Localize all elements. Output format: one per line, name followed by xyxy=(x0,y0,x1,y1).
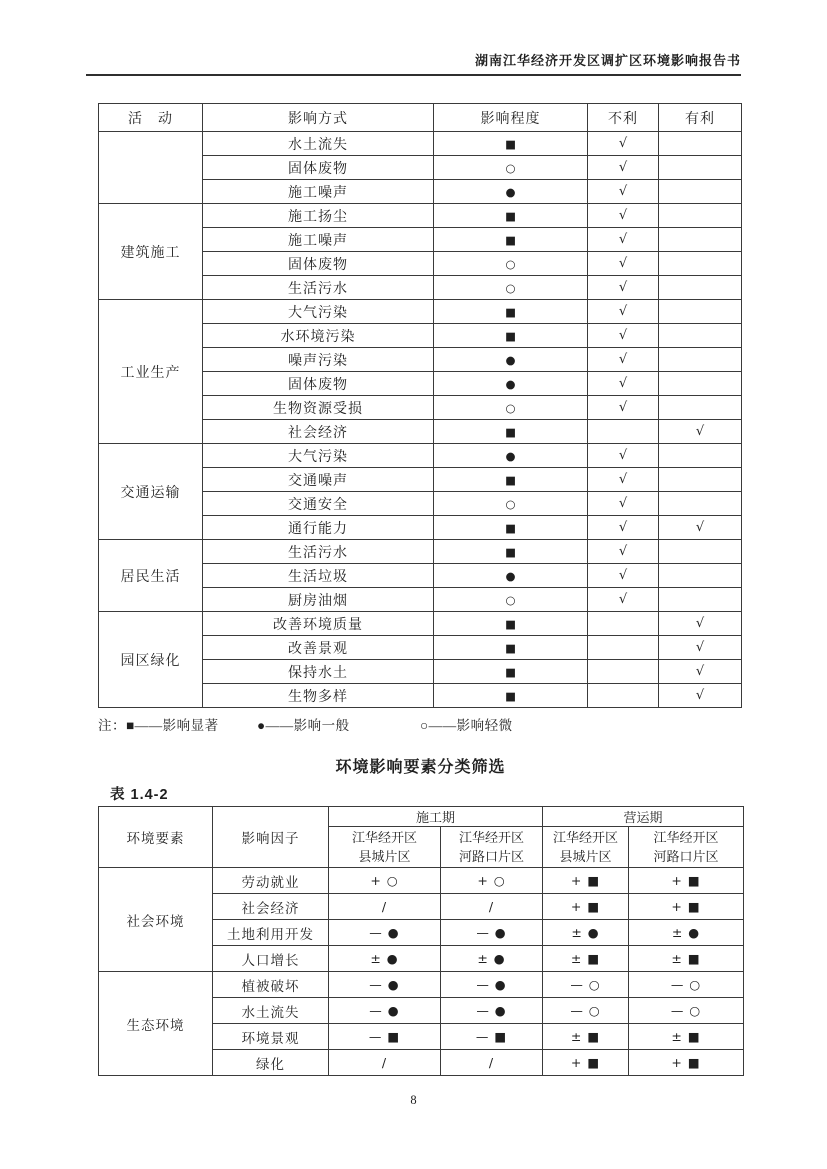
table1-row xyxy=(99,540,742,564)
table1-adverse-cell: √ xyxy=(588,276,659,300)
table2-value-cell: — ■ xyxy=(441,1024,543,1050)
table1-degree-cell: ○ xyxy=(434,252,588,276)
table2-value-cell: — ○ xyxy=(629,972,744,998)
table2-value-cell: ± ● xyxy=(543,920,629,946)
table1-adverse-cell: √ xyxy=(588,540,659,564)
table1-adverse-cell xyxy=(588,420,659,444)
table1-beneficial-cell xyxy=(659,372,742,396)
table1-beneficial-cell xyxy=(659,468,742,492)
table1-adverse-cell xyxy=(588,612,659,636)
table1-adverse-cell: √ xyxy=(588,180,659,204)
factor-screening-table xyxy=(98,806,744,1076)
page-number: 8 xyxy=(410,1093,417,1107)
table1-beneficial-cell: √ xyxy=(659,516,742,540)
table2-value-cell: + ■ xyxy=(543,1050,629,1076)
table1-degree-cell: ● xyxy=(434,372,588,396)
table1-beneficial-cell xyxy=(659,324,742,348)
table1-degree-cell: ● xyxy=(434,348,588,372)
table1-adverse-cell xyxy=(588,636,659,660)
table1-column-header: 活 动 xyxy=(99,104,203,132)
table1-degree-cell: ■ xyxy=(434,324,588,348)
table1-degree-cell: ■ xyxy=(434,468,588,492)
table2-value-cell: ± ■ xyxy=(629,1024,744,1050)
table2-row xyxy=(99,868,744,894)
table2-zone-header xyxy=(543,827,629,868)
table1-degree-cell: ■ xyxy=(434,612,588,636)
table1-beneficial-cell: √ xyxy=(659,636,742,660)
table1-row xyxy=(99,132,742,156)
table1-degree-cell: ■ xyxy=(434,540,588,564)
table1-impact-mode-cell: 固体废物 xyxy=(203,156,434,180)
table2-value-cell: + ■ xyxy=(543,894,629,920)
table1-beneficial-cell xyxy=(659,396,742,420)
table2-factor-cell: 绿化 xyxy=(213,1050,329,1076)
activity-impact-table xyxy=(98,103,742,708)
table2-factor-cell: 水土流失 xyxy=(213,998,329,1024)
table1-beneficial-cell xyxy=(659,492,742,516)
table1-impact-mode-cell: 生物资源受损 xyxy=(203,396,434,420)
table2-factor-cell: 劳动就业 xyxy=(213,868,329,894)
table2-row xyxy=(99,972,744,998)
table1-impact-mode-cell: 施工噪声 xyxy=(203,228,434,252)
table1-adverse-cell: √ xyxy=(588,252,659,276)
table1-beneficial-cell: √ xyxy=(659,684,742,708)
table1-adverse-cell: √ xyxy=(588,132,659,156)
table1-impact-mode-cell: 生活垃圾 xyxy=(203,564,434,588)
table1-impact-mode-cell: 施工扬尘 xyxy=(203,204,434,228)
table1-row xyxy=(99,612,742,636)
table2-factor-cell: 人口增长 xyxy=(213,946,329,972)
table1-impact-mode-cell: 大气污染 xyxy=(203,300,434,324)
table1-activity-cell: 工业生产 xyxy=(99,300,203,444)
table1-degree-cell: ○ xyxy=(434,492,588,516)
table1-adverse-cell: √ xyxy=(588,348,659,372)
table1-degree-cell: ■ xyxy=(434,636,588,660)
table2-factor-cell: 植被破坏 xyxy=(213,972,329,998)
table1-degree-cell: ○ xyxy=(434,276,588,300)
table1-adverse-cell: √ xyxy=(588,444,659,468)
table1-impact-mode-cell: 厨房油烟 xyxy=(203,588,434,612)
running-header-title: 湖南江华经济开发区调扩区环境影响报告书 xyxy=(474,53,741,68)
table2-value-cell: — ● xyxy=(441,920,543,946)
table1-column-header: 影响程度 xyxy=(434,104,588,132)
table1-beneficial-cell xyxy=(659,156,742,180)
table1-beneficial-cell xyxy=(659,180,742,204)
table2-value-cell: — ■ xyxy=(329,1024,441,1050)
table1-degree-cell: ■ xyxy=(434,228,588,252)
table1-impact-mode-cell: 生活污水 xyxy=(203,540,434,564)
table2-zone-header-line2: 河路口片区 xyxy=(459,849,525,864)
table1-adverse-cell: √ xyxy=(588,156,659,180)
factor-screening-table-body xyxy=(99,868,744,1076)
table1-beneficial-cell xyxy=(659,276,742,300)
table1-impact-mode-cell: 水环境污染 xyxy=(203,324,434,348)
activity-impact-table-body xyxy=(99,132,742,708)
table1-degree-cell: ■ xyxy=(434,516,588,540)
table2-value-cell: ± ■ xyxy=(543,946,629,972)
table2-period-header: 施工期 xyxy=(329,807,543,827)
table1-activity-cell: 园区绿化 xyxy=(99,612,203,708)
table2-header-row-1 xyxy=(99,807,744,827)
table1-impact-mode-cell: 大气污染 xyxy=(203,444,434,468)
table2-title: 环境影响要素分类筛选 xyxy=(335,759,506,776)
table1-row xyxy=(99,204,742,228)
table2-zone-header xyxy=(441,827,543,868)
table1-degree-cell: ● xyxy=(434,564,588,588)
table2-zone-header-line2: 县城片区 xyxy=(559,849,612,864)
table1-column-header: 有利 xyxy=(659,104,742,132)
table2-value-cell: — ○ xyxy=(629,998,744,1024)
table1-impact-mode-cell: 改善景观 xyxy=(203,636,434,660)
table2-value-cell: — ● xyxy=(441,972,543,998)
table2-factor-cell: 土地利用开发 xyxy=(213,920,329,946)
table1-adverse-cell: √ xyxy=(588,324,659,348)
table1-impact-mode-cell: 水土流失 xyxy=(203,132,434,156)
table1-activity-cell: 交通运输 xyxy=(99,444,203,540)
table1-beneficial-cell xyxy=(659,540,742,564)
table2-value-cell: / xyxy=(329,894,441,920)
table2-value-cell: / xyxy=(441,1050,543,1076)
table1-beneficial-cell xyxy=(659,588,742,612)
table2-zone-header-line2: 县城片区 xyxy=(358,849,411,864)
table1-adverse-cell: √ xyxy=(588,228,659,252)
activity-impact-table-head xyxy=(99,104,742,132)
table1-adverse-cell xyxy=(588,660,659,684)
table1-adverse-cell: √ xyxy=(588,588,659,612)
legend-note xyxy=(98,714,742,732)
table1-adverse-cell: √ xyxy=(588,468,659,492)
table1-degree-cell: ○ xyxy=(434,156,588,180)
table2-zone-header-line1: 江华经开区 xyxy=(653,830,719,845)
table1-impact-mode-cell: 交通安全 xyxy=(203,492,434,516)
running-header xyxy=(86,50,741,76)
table1-degree-cell: ■ xyxy=(434,420,588,444)
table1-beneficial-cell xyxy=(659,252,742,276)
table2-element-cell: 社会环境 xyxy=(99,868,213,972)
table1-impact-mode-cell: 生活污水 xyxy=(203,276,434,300)
table1-degree-cell: ■ xyxy=(434,660,588,684)
table1-beneficial-cell xyxy=(659,204,742,228)
table1-activity-cell: 建筑施工 xyxy=(99,204,203,300)
table1-row xyxy=(99,444,742,468)
table1-degree-cell: ● xyxy=(434,444,588,468)
table2-zone-header-line1: 江华经开区 xyxy=(553,830,619,845)
legend-note-slight: ○——影响轻微 xyxy=(420,718,513,733)
table1-degree-cell: ■ xyxy=(434,300,588,324)
table2-value-cell: + ○ xyxy=(329,868,441,894)
table1-degree-cell: ■ xyxy=(434,132,588,156)
table2-value-cell: + ■ xyxy=(629,1050,744,1076)
table1-adverse-cell: √ xyxy=(588,300,659,324)
table1-adverse-cell: √ xyxy=(588,564,659,588)
table2-factor-cell: 社会经济 xyxy=(213,894,329,920)
table1-beneficial-cell: √ xyxy=(659,660,742,684)
table1-activity-cell: 居民生活 xyxy=(99,540,203,612)
table1-beneficial-cell xyxy=(659,444,742,468)
table2-value-cell: + ○ xyxy=(441,868,543,894)
table1-beneficial-cell xyxy=(659,300,742,324)
table1-impact-mode-cell: 改善环境质量 xyxy=(203,612,434,636)
table1-column-header: 不利 xyxy=(588,104,659,132)
table2-value-cell: — ○ xyxy=(543,998,629,1024)
table1-activity-cell xyxy=(99,132,203,204)
table1-impact-mode-cell: 施工噪声 xyxy=(203,180,434,204)
table1-beneficial-cell: √ xyxy=(659,612,742,636)
table2-period-header: 营运期 xyxy=(543,807,744,827)
table1-impact-mode-cell: 社会经济 xyxy=(203,420,434,444)
table2-factor-cell: 环境景观 xyxy=(213,1024,329,1050)
table2-value-cell: ± ■ xyxy=(543,1024,629,1050)
table2-zone-header-line2: 河路口片区 xyxy=(653,849,719,864)
factor-screening-table-head xyxy=(99,807,744,868)
table1-header-row xyxy=(99,104,742,132)
table2-value-cell: ± ● xyxy=(629,920,744,946)
table1-impact-mode-cell: 交通噪声 xyxy=(203,468,434,492)
table2-zone-header xyxy=(629,827,744,868)
table2-element-column-header: 环境要素 xyxy=(99,807,213,868)
table1-impact-mode-cell: 保持水土 xyxy=(203,660,434,684)
table2-value-cell: ± ■ xyxy=(629,946,744,972)
table2-value-cell: — ● xyxy=(441,998,543,1024)
table2-value-cell: / xyxy=(441,894,543,920)
table1-adverse-cell: √ xyxy=(588,204,659,228)
table1-degree-cell: ■ xyxy=(434,204,588,228)
table2-value-cell: — ● xyxy=(329,998,441,1024)
table1-adverse-cell: √ xyxy=(588,492,659,516)
table1-beneficial-cell xyxy=(659,132,742,156)
table2-value-cell: + ■ xyxy=(629,894,744,920)
table1-degree-cell: ■ xyxy=(434,684,588,708)
table2-value-cell: ± ● xyxy=(441,946,543,972)
table2-value-cell: + ■ xyxy=(629,868,744,894)
table1-degree-cell: ● xyxy=(434,180,588,204)
table2-value-cell: — ○ xyxy=(543,972,629,998)
table2-zone-header-line1: 江华经开区 xyxy=(351,830,417,845)
table1-degree-cell: ○ xyxy=(434,588,588,612)
table2-value-cell: — ● xyxy=(329,972,441,998)
table1-beneficial-cell: √ xyxy=(659,420,742,444)
table2-value-cell: / xyxy=(329,1050,441,1076)
table1-adverse-cell xyxy=(588,684,659,708)
table2-zone-header xyxy=(329,827,441,868)
table2-factor-column-header: 影响因子 xyxy=(213,807,329,868)
table2-value-cell: + ■ xyxy=(543,868,629,894)
table1-adverse-cell: √ xyxy=(588,516,659,540)
table1-beneficial-cell xyxy=(659,228,742,252)
table1-degree-cell: ○ xyxy=(434,396,588,420)
table2-element-cell: 生态环境 xyxy=(99,972,213,1076)
legend-note-moderate: ●——影响一般 xyxy=(257,718,350,733)
table1-beneficial-cell xyxy=(659,348,742,372)
table1-adverse-cell: √ xyxy=(588,396,659,420)
table1-impact-mode-cell: 固体废物 xyxy=(203,372,434,396)
table1-impact-mode-cell: 生物多样 xyxy=(203,684,434,708)
table1-impact-mode-cell: 固体废物 xyxy=(203,252,434,276)
table2-zone-header-line1: 江华经开区 xyxy=(459,830,525,845)
table1-row xyxy=(99,300,742,324)
table2-value-cell: ± ● xyxy=(329,946,441,972)
table1-adverse-cell: √ xyxy=(588,372,659,396)
table2-caption: 表 1.4-2 xyxy=(110,787,169,803)
table1-impact-mode-cell: 通行能力 xyxy=(203,516,434,540)
table1-beneficial-cell xyxy=(659,564,742,588)
legend-note-significant: 注：■——影响显著 xyxy=(98,718,219,733)
table2-value-cell: — ● xyxy=(329,920,441,946)
table1-column-header: 影响方式 xyxy=(203,104,434,132)
table1-impact-mode-cell: 噪声污染 xyxy=(203,348,434,372)
